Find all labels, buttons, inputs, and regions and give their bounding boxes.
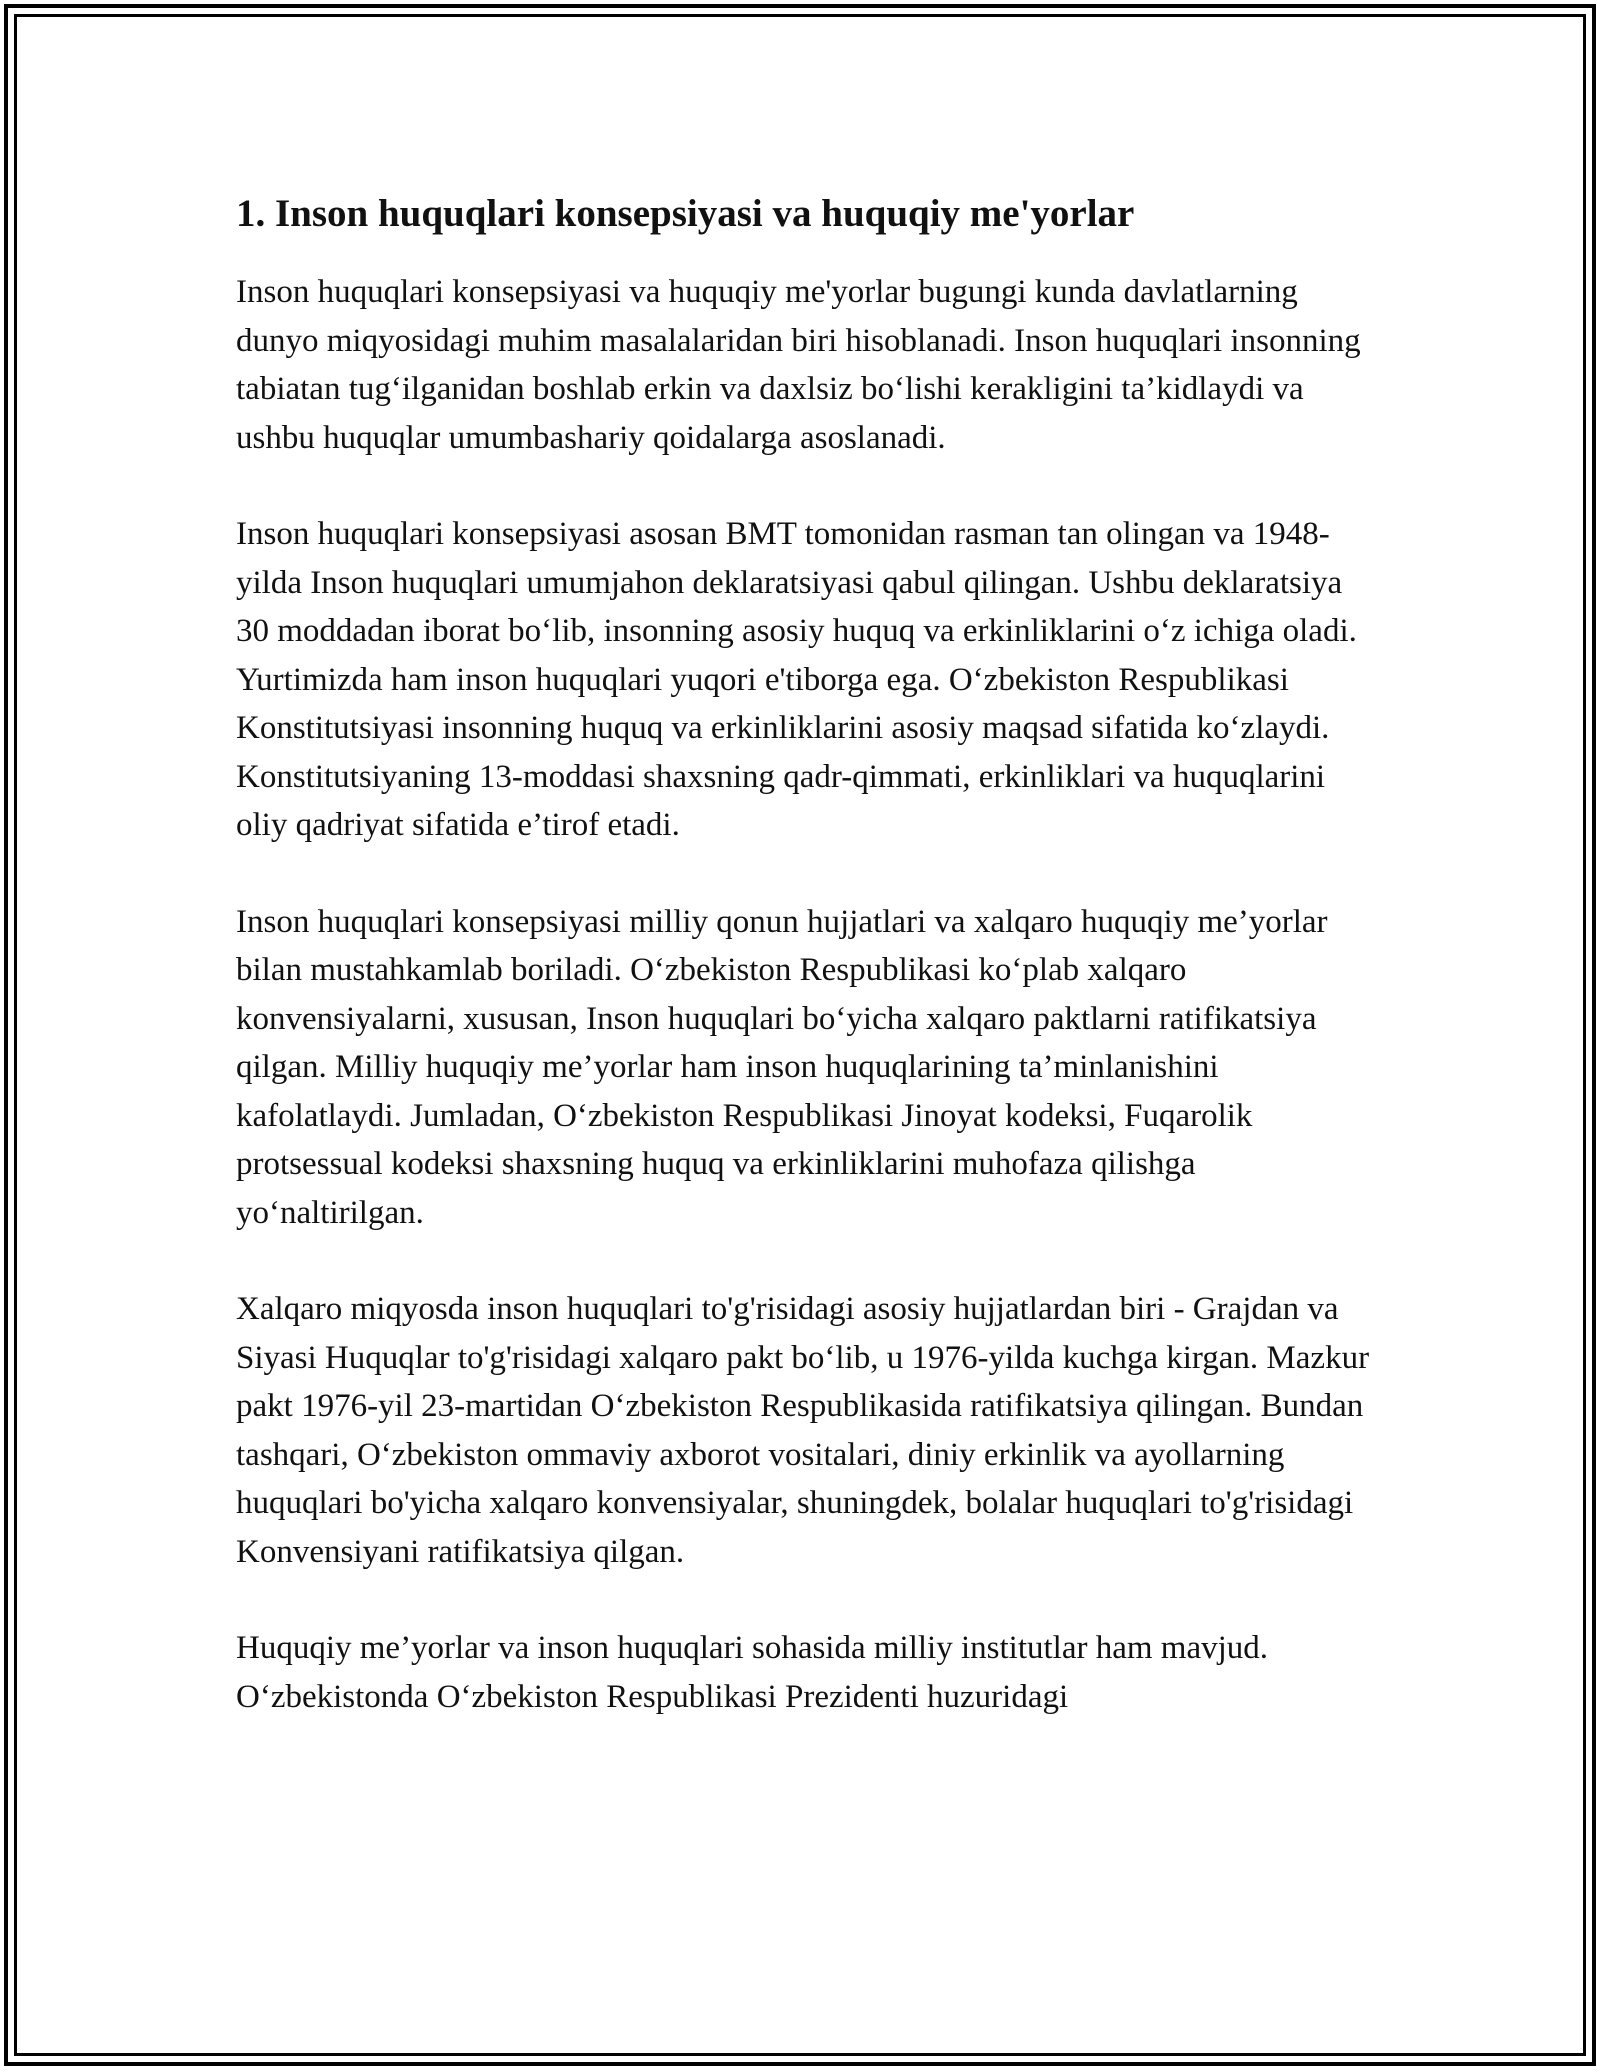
paragraph-3: Inson huquqlari konsepsiyasi milliy qonun hujjatlari va xalqaro huquqiy me’yorlar bilan mustahkamlab boriladi. O‘zbekiston Respublikasi ko‘plab xalqaro konvensiyalarni, xususan, Inson huquqlari bo‘yicha xalqaro paktlarni ratifikatsiya qilgan. Milliy huquqiy me’yorlar ham inson huquqlarining ta’minlanishini kafolatlaydi. Jumladan, O‘zbekiston Respublikasi Jinoyat kodeksi, Fuqarolik protsessual kodeksi shaxsning huquq va erkinliklarini muhofaza qilishga yo‘naltirilgan.	[236, 903, 1328, 1231]
document-body	[236, 188, 1376, 1721]
paragraph-4: Xalqaro miqyosda inson huquqlari to'g'risidagi asosiy hujjatlardan biri - Grajdan va Siyasi Huquqlar to'g'risidagi xalqaro pakt bo‘lib, u 1976-yilda kuchga kirgan. Mazkur pakt 1976-yil 23-martidan O‘zbekiston Respublikasida ratifikatsiya qilingan. Bundan tashqari, O‘zbekiston ommaviy axborot vositalari, diniy erkinlik va ayollarning huquqlari bo'yicha xalqaro konvensiyalar, shuningdek, bolalar huquqlari to'g'risidagi Konvensiyani ratifikatsiya qilgan.	[236, 1291, 1370, 1570]
section-heading: 1. Inson huquqlari konsepsiyasi va huquqiy me'yorlar	[236, 192, 1135, 235]
paragraph-1: Inson huquqlari konsepsiyasi va huquqiy me'yorlar bugungi kunda davlatlarning dunyo miqyosidagi muhim masalalaridan biri hisoblanadi. Inson huquqlari insonning tabiatan tug‘ilganidan boshlab erkin va daxlsiz bo‘lishi kerakligini ta’kidlaydi va ushbu huquqlar umumbashariy qoidalarga asoslanadi.	[236, 274, 1361, 456]
paragraph-5: Huquqiy me’yorlar va inson huquqlari sohasida milliy institutlar ham mavjud. O‘zbekistonda O‘zbekiston Respublikasi Prezidenti huzuridagi	[236, 1630, 1269, 1715]
paragraph-2: Inson huquqlari konsepsiyasi asosan BMT tomonidan rasman tan olingan va 1948-yilda Inson huquqlari umumjahon deklaratsiyasi qabul qilingan. Ushbu deklaratsiya 30 moddadan iborat bo‘lib, insonning asosiy huquq va erkinliklarini o‘z ichiga oladi. Yurtimizda ham inson huquqlari yuqori e'tiborga ega. O‘zbekiston Respublikasi Konstitutsiyasi insonning huquq va erkinliklarini asosiy maqsad sifatida ko‘zlaydi. Konstitutsiyaning 13-moddasi shaxsning qadr-qimmati, erkinliklari va huquqlarini oliy qadriyat sifatida e’tirof etadi.	[236, 516, 1357, 843]
